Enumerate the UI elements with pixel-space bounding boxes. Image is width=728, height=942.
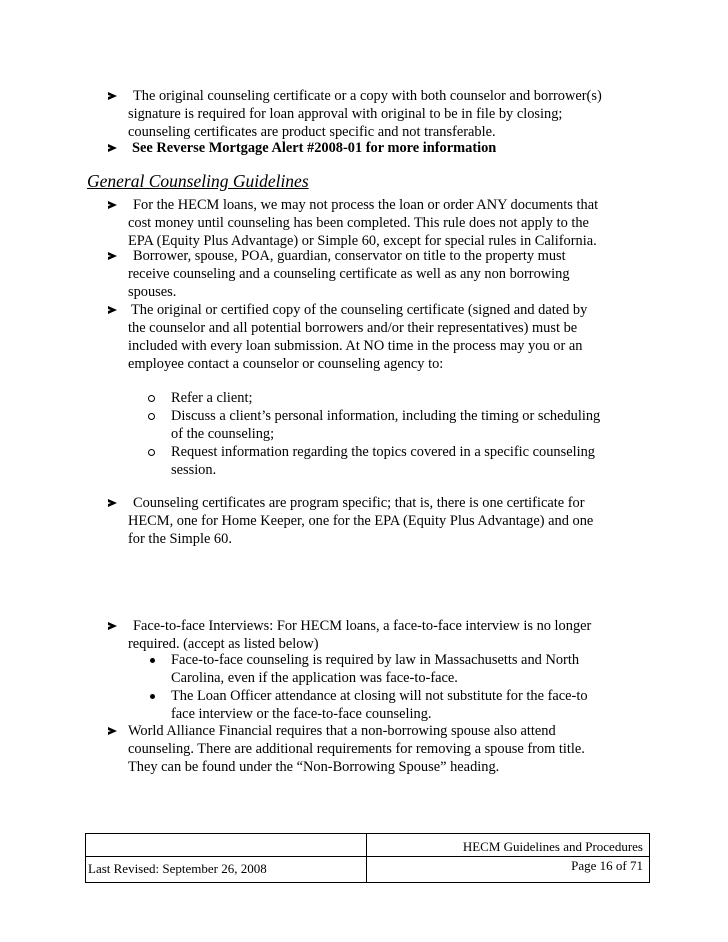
bullet-alert-reference: [108, 139, 648, 159]
alert-reference-text: See Reverse Mortgage Alert #2008-01 for more information: [132, 140, 497, 156]
text-line: For the HECM loans, we may not process the loan or order ANY documents that: [133, 197, 599, 213]
text-line: The Loan Officer attendance at closing will not substitute for the face-to: [171, 688, 588, 704]
arrow-bullet-icon: [108, 306, 117, 314]
text-line: included with every loan submission. At NO time in the process may you or an: [128, 338, 583, 354]
text-line: Discuss a client’s personal information, including the timing or scheduling: [171, 408, 601, 424]
text-line: EPA (Equity Plus Advantage) or Simple 60, except for special rules in California.: [128, 233, 597, 249]
text-line: World Alliance Financial requires that a non-borrowing spouse also attend: [128, 723, 556, 739]
text-line: Request information regarding the topics covered in a specific counseling: [171, 444, 595, 460]
bullet-certificate-submission: [108, 301, 648, 375]
text-line: Face-to-face counseling is required by law in Massachusetts and North: [171, 652, 580, 668]
text-line: The original counseling certificate or a copy with both counselor and borrower(s): [133, 88, 602, 104]
sub-item-discuss-info: [148, 407, 648, 445]
text-line: the counselor and all potential borrowers and/or their representatives) must be: [128, 320, 578, 336]
text-line: session.: [171, 462, 217, 478]
text-line: HECM, one for Home Keeper, one for the EPA (Equity Plus Advantage) and one: [128, 513, 594, 529]
arrow-bullet-icon: [108, 499, 117, 507]
footer-last-revised: Last Revised: September 26, 2008: [88, 861, 267, 876]
section-heading: General Counseling Guidelines: [87, 171, 309, 191]
bullet-hecm-processing: [108, 196, 648, 252]
footer-page-number: Page 16 of 71: [571, 858, 643, 873]
text-line: counseling. There are additional requirements for removing a spouse from title.: [128, 741, 585, 757]
bullet-program-specific-certificates: [108, 494, 648, 550]
bullet-non-borrowing-spouse: [108, 722, 648, 778]
circle-bullet-icon: [148, 395, 155, 402]
text-line: of the counseling;: [171, 426, 275, 442]
text-line: required. (accept as listed below): [128, 636, 319, 652]
sub-item-refer-client: [148, 389, 648, 409]
arrow-bullet-icon: [108, 201, 117, 209]
footer-divider: [86, 856, 649, 857]
text-line: Face-to-face Interviews: For HECM loans, a face-to-face interview is no longer: [133, 618, 592, 634]
circle-bullet-icon: [148, 449, 155, 456]
dot-item-loan-officer-attendance: [150, 687, 650, 725]
footer-doc-title: HECM Guidelines and Procedures: [462, 839, 643, 854]
bullet-who-receives-counseling: [108, 247, 648, 303]
text-line: signature is required for loan approval with original to be in file by closing;: [128, 106, 563, 122]
text-line: spouses.: [128, 284, 177, 300]
dot-item-state-law: [150, 651, 650, 689]
circle-bullet-icon: [148, 413, 155, 420]
text-line: counseling certificates are product specific and not transferable.: [128, 124, 496, 140]
dot-bullet-icon: [150, 694, 155, 699]
arrow-bullet-icon: [108, 622, 117, 630]
bullet-face-to-face-interviews: [108, 617, 648, 655]
text-line: for the Simple 60.: [128, 531, 232, 547]
text-line: face interview or the face-to-face counseling.: [171, 706, 432, 722]
text-line: Refer a client;: [171, 390, 253, 406]
arrow-bullet-icon: [108, 252, 117, 260]
text-line: They can be found under the “Non-Borrowing Spouse” heading.: [128, 759, 500, 775]
arrow-bullet-icon: [108, 92, 117, 100]
text-line: cost money until counseling has been completed. This rule does not apply to the: [128, 215, 589, 231]
text-line: Counseling certificates are program specific; that is, there is one certificate for: [133, 495, 585, 511]
bullet-original-certificate: [108, 87, 648, 143]
text-line: Carolina, even if the application was face-to-face.: [171, 670, 458, 686]
dot-bullet-icon: [150, 658, 155, 663]
footer-table: [85, 833, 650, 883]
text-line: The original or certified copy of the counseling certificate (signed and dated by: [131, 302, 588, 318]
text-line: receive counseling and a counseling certificate as well as any non borrowing: [128, 266, 570, 282]
arrow-bullet-icon: [108, 144, 117, 152]
text-line: Borrower, spouse, POA, guardian, conservator on title to the property must: [133, 248, 566, 264]
footer-divider: [366, 834, 367, 882]
arrow-bullet-icon: [108, 727, 117, 735]
text-line: employee contact a counselor or counseling agency to:: [128, 356, 444, 372]
sub-item-request-info: [148, 443, 648, 481]
